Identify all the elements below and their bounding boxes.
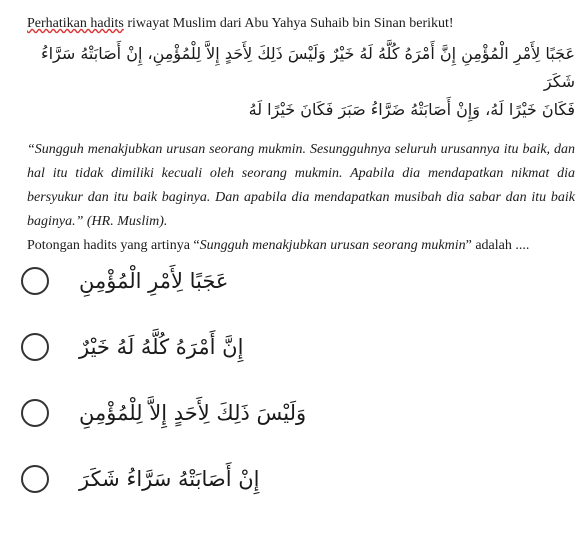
intro-underlined-text: Perhatikan hadits bbox=[27, 16, 124, 31]
hadith-translation: “Sungguh menakjubkan urusan seorang mukmin. Sesungguhnya seluruh urusannya itu baik, dan hal itu tidak dimiliki kecuali oleh seorang mukmin. Apabila dia mendapatkan nikmat dia bersyukur dan itu baik baginya. Dan apabila dia mendapatkan musibah dia sabar dan itu baik baginya.” (HR. Muslim). bbox=[27, 142, 575, 229]
prompt-before: Potongan hadits yang artinya “ bbox=[27, 238, 200, 253]
answer-option-text: إِنْ أَصَابَتْهُ سَرَّاءُ شَكَرَ bbox=[79, 467, 260, 491]
prompt-after: ” adalah .... bbox=[465, 238, 530, 253]
answer-option-text: إِنَّ أَمْرَهُ كُلَّهُ لَهُ خَيْرٌ bbox=[79, 335, 244, 359]
answer-option-b[interactable] bbox=[21, 331, 561, 397]
prompt-italic: Sungguh menakjubkan urusan seorang mukmin bbox=[199, 238, 466, 253]
answer-option-a[interactable] bbox=[21, 265, 561, 331]
answer-option-text: وَلَيْسَ ذَلِكَ لِأَحَدٍ إِلاَّ لِلْمُؤْمِنِ bbox=[79, 401, 307, 425]
answer-option-c[interactable] bbox=[21, 397, 561, 463]
question-intro bbox=[27, 14, 575, 34]
intro-text: riwayat Muslim dari Abu Yahya Suhaib bin Sinan berikut! bbox=[123, 16, 454, 31]
answer-option-text: عَجَبًا لِأَمْرِ الْمُؤْمِنِ bbox=[79, 269, 229, 293]
radio-button-icon[interactable] bbox=[21, 333, 49, 361]
question-block bbox=[27, 14, 575, 256]
hadith-arabic-text bbox=[27, 40, 575, 124]
answer-option-d[interactable] bbox=[21, 463, 561, 529]
question-prompt bbox=[27, 236, 575, 256]
radio-button-icon[interactable] bbox=[21, 267, 49, 295]
hadith-arabic-line-1: عَجَبًا لِأَمْرِ الْمُؤْمِنِ إِنَّ أَمْرَهُ كُلَّهُ لَهُ خَيْرٌ وَلَيْسَ ذَلِكَ لِأَحَدٍ إِلاَّ لِلْمُؤْمِنِ، إِنْ أَصَابَتْهُ سَرَّاءُ شَكَرَ bbox=[41, 44, 575, 91]
radio-button-icon[interactable] bbox=[21, 465, 49, 493]
hadith-arabic-line-2: فَكَانَ خَيْرًا لَهُ، وَإِنْ أَصَابَتْهُ ضَرَّاءُ صَبَرَ فَكَانَ خَيْرًا لَهُ bbox=[248, 100, 575, 119]
radio-button-icon[interactable] bbox=[21, 399, 49, 427]
answer-options bbox=[21, 265, 561, 529]
